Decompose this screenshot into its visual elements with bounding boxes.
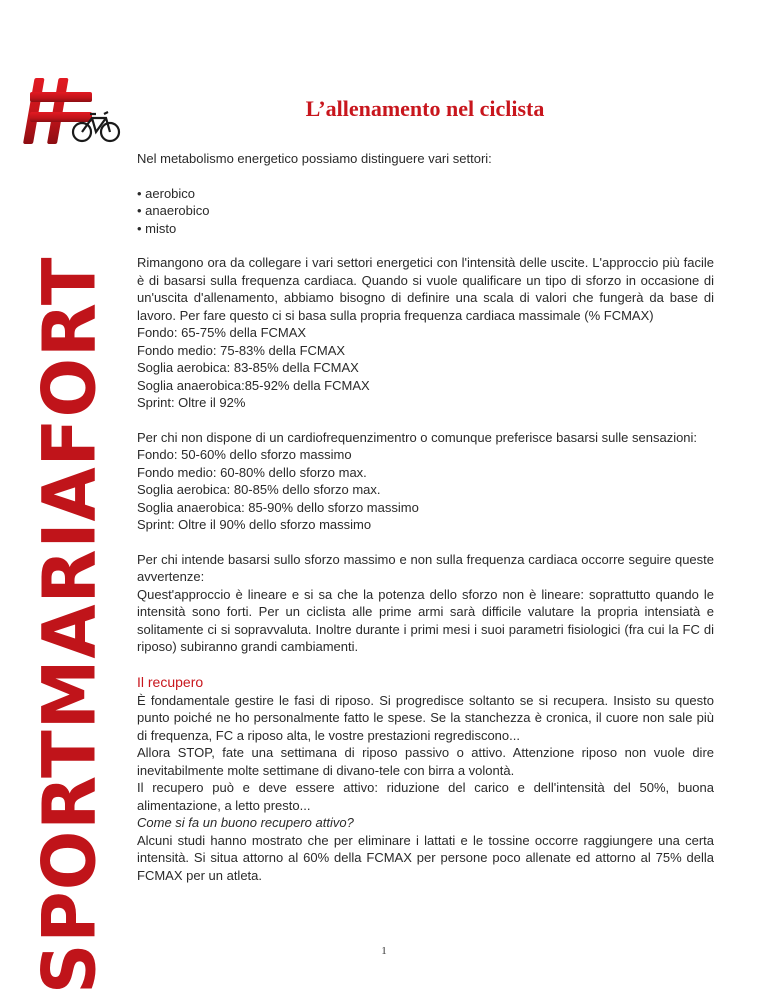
list-item: Sprint: Oltre il 90% dello sforzo massimo xyxy=(137,517,372,532)
recovery-section xyxy=(137,692,714,885)
recovery-paragraph: Alcuni studi hanno mostrato che per eliminare i lattati e le tossine occorre raggiungere una certa intensità. Si situa attorno al 60% della FCMAX per persone poco allenate ed attorno al 75% della FCMAX per un atleta. xyxy=(137,832,714,883)
warnings-paragraph: Quest'approccio è lineare e si sa che la potenza dello sforzo non è lineare: soprattutto quando le intensità sono forti. Per un ciclista alle prime armi sarà difficile valutare la propria intensiatà e solitamente ci si sopravvaluta. Inoltre durante i primi mesi i suoi parametri fisiologici (fra cui la FC di riposo) subiranno grandi cambiamenti. xyxy=(137,586,714,654)
banner-vertical-text: SPORTMARIAFORT xyxy=(26,256,113,994)
heart-rate-section xyxy=(137,254,714,412)
page-title: L’allenamento nel ciclista xyxy=(305,96,545,121)
list-item: Fondo medio: 75-83% della FCMAX xyxy=(137,342,346,358)
list-item: Soglia anaerobica: 85-90% dello sforzo massimo xyxy=(137,499,419,515)
warnings-section xyxy=(137,551,714,656)
section-heading: Il recupero xyxy=(137,673,204,690)
list-item: Sprint: Oltre il 92% xyxy=(137,395,246,410)
list-item: Soglia aerobica: 83-85% della FCMAX xyxy=(137,360,359,375)
list-item: • misto xyxy=(137,220,177,236)
effort-paragraph: Per chi non dispone di un cardiofrequenzimentro o comunque preferisce basarsi sulle sensazioni: xyxy=(137,429,698,445)
list-item: Fondo medio: 60-80% dello sforzo max. xyxy=(137,464,367,480)
list-item: Soglia aerobica: 80-85% dello sforzo max. xyxy=(137,482,381,497)
recovery-paragraph: Il recupero può e deve essere attivo: riduzione del carico e dell'intensità del 50%, buona alimentazione, a letto presto... xyxy=(137,780,714,813)
recovery-question: Come si fa un buono recupero attivo? xyxy=(137,815,354,830)
list-item: Soglia anaerobica:85-92% della FCMAX xyxy=(137,377,370,393)
sector-list xyxy=(137,185,714,238)
recovery-paragraph: Allora STOP, fate una settimana di riposo passivo o attivo. Attenzione riposo non vuole dire inevitabilmente molte settimane di divano-tele con birra a volontà. xyxy=(137,745,714,778)
list-item: • aerobico xyxy=(137,185,196,201)
effort-section xyxy=(137,429,714,534)
page-number: 1 xyxy=(381,945,387,957)
list-item: Fondo: 50-60% dello sforzo massimo xyxy=(137,447,352,462)
recovery-paragraph: È fondamentale gestire le fasi di riposo. Si progredisce soltanto se si recupera. Insisto su questo punto poiché ne ho personalmente fatto le spese. Se la stanchezza è cronica, il cuore non sale più di frequenza, FC a riposo alta, le vostre prestazioni regrediscono... xyxy=(137,692,714,743)
heart-rate-paragraph: Rimangono ora da collegare i vari settori energetici con l'intensità delle uscite. L'approccio più facile è di basarsi sulla frequenza cardiaca. Quando si vuole qualificare un tipo di sforzo in occasione di un'uscita d'allenamento, abbiamo bisogno di definire una scala di valori che fungerà da base di lavoro. Per fare questo ci si basa sulla propria frequenza cardiaca massimale (% FCMAX) xyxy=(137,255,714,323)
list-item: • anaerobico xyxy=(137,203,210,218)
intro-paragraph: Nel metabolismo energetico possiamo distinguere vari settori: xyxy=(137,151,492,166)
document-body xyxy=(137,150,714,901)
warnings-paragraph: Per chi intende basarsi sullo sforzo massimo e non sulla frequenza cardiaca occorre seguire queste avvertenze: xyxy=(137,551,714,584)
list-item: Fondo: 65-75% della FCMAX xyxy=(137,325,307,340)
